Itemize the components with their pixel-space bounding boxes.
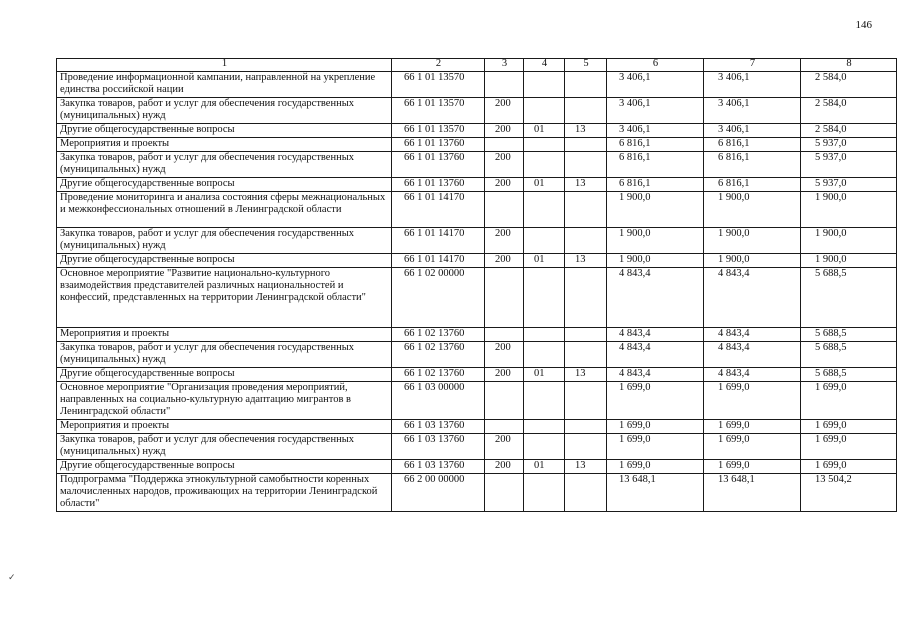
column-header: 5 xyxy=(565,59,607,72)
row-code-cell: 66 1 03 13760 xyxy=(392,420,485,434)
row-vr-cell xyxy=(485,192,524,228)
row-value-6-cell: 1 699,0 xyxy=(607,460,704,474)
row-value-8-cell: 5 688,5 xyxy=(801,268,897,328)
row-code-cell: 66 1 02 13760 xyxy=(392,368,485,382)
row-subsection-cell xyxy=(565,152,607,178)
row-name-cell: Основное мероприятие "Развитие национально-культурного взаимодействия представителей различных национальностей и конфессий, представленных на территории Ленинградской области" xyxy=(57,268,392,328)
row-value-7-cell: 4 843,4 xyxy=(704,368,801,382)
table-row xyxy=(57,178,897,192)
row-value-6-cell: 3 406,1 xyxy=(607,98,704,124)
row-value-7-cell: 3 406,1 xyxy=(704,98,801,124)
row-subsection-cell xyxy=(565,98,607,124)
row-section-cell xyxy=(524,138,565,152)
row-subsection-cell: 13 xyxy=(565,460,607,474)
column-header: 1 xyxy=(57,59,392,72)
row-subsection-cell xyxy=(565,138,607,152)
row-code-cell: 66 1 03 13760 xyxy=(392,460,485,474)
row-value-6-cell: 1 900,0 xyxy=(607,228,704,254)
row-code-cell: 66 2 00 00000 xyxy=(392,474,485,512)
row-code-cell: 66 1 01 13760 xyxy=(392,152,485,178)
row-vr-cell xyxy=(485,328,524,342)
row-name-cell: Проведение информационной кампании, направленной на укрепление единства российской нации xyxy=(57,72,392,98)
row-section-cell: 01 xyxy=(524,368,565,382)
row-vr-cell: 200 xyxy=(485,254,524,268)
row-vr-cell: 200 xyxy=(485,152,524,178)
row-value-8-cell: 1 699,0 xyxy=(801,420,897,434)
row-value-7-cell: 3 406,1 xyxy=(704,124,801,138)
row-section-cell xyxy=(524,152,565,178)
row-value-6-cell: 1 699,0 xyxy=(607,420,704,434)
table-row xyxy=(57,420,897,434)
row-subsection-cell: 13 xyxy=(565,178,607,192)
budget-table xyxy=(56,58,897,512)
row-code-cell: 66 1 01 13570 xyxy=(392,72,485,98)
row-value-6-cell: 4 843,4 xyxy=(607,342,704,368)
row-value-7-cell: 4 843,4 xyxy=(704,268,801,328)
row-value-6-cell: 6 816,1 xyxy=(607,152,704,178)
row-code-cell: 66 1 01 13570 xyxy=(392,124,485,138)
row-name-cell: Подпрограмма "Поддержка этнокультурной самобытности коренных малочисленных народов, проживающих на территории Ленинградской области" xyxy=(57,474,392,512)
row-vr-cell xyxy=(485,420,524,434)
table-row xyxy=(57,474,897,512)
row-value-7-cell: 6 816,1 xyxy=(704,152,801,178)
row-value-6-cell: 1 900,0 xyxy=(607,192,704,228)
row-name-cell: Закупка товаров, работ и услуг для обеспечения государственных (муниципальных) нужд xyxy=(57,228,392,254)
row-value-6-cell: 3 406,1 xyxy=(607,124,704,138)
row-name-cell: Закупка товаров, работ и услуг для обеспечения государственных (муниципальных) нужд xyxy=(57,434,392,460)
table-row xyxy=(57,192,897,228)
row-name-cell: Проведение мониторинга и анализа состояния сферы межнациональных и межконфессиональных отношений в Ленинградской области xyxy=(57,192,392,228)
row-value-7-cell: 4 843,4 xyxy=(704,342,801,368)
row-section-cell xyxy=(524,192,565,228)
row-section-cell xyxy=(524,420,565,434)
row-value-7-cell: 1 699,0 xyxy=(704,434,801,460)
row-vr-cell: 200 xyxy=(485,460,524,474)
row-value-7-cell: 1 699,0 xyxy=(704,420,801,434)
row-vr-cell: 200 xyxy=(485,228,524,254)
row-value-7-cell: 1 699,0 xyxy=(704,460,801,474)
table-row xyxy=(57,152,897,178)
row-value-8-cell: 1 699,0 xyxy=(801,434,897,460)
row-value-6-cell: 1 900,0 xyxy=(607,254,704,268)
row-subsection-cell xyxy=(565,382,607,420)
row-vr-cell: 200 xyxy=(485,178,524,192)
column-header: 2 xyxy=(392,59,485,72)
row-vr-cell xyxy=(485,382,524,420)
table-row xyxy=(57,368,897,382)
row-section-cell: 01 xyxy=(524,178,565,192)
row-subsection-cell xyxy=(565,228,607,254)
row-value-6-cell: 6 816,1 xyxy=(607,138,704,152)
row-code-cell: 66 1 01 13760 xyxy=(392,178,485,192)
row-name-cell: Закупка товаров, работ и услуг для обеспечения государственных (муниципальных) нужд xyxy=(57,98,392,124)
table-row xyxy=(57,228,897,254)
table-row xyxy=(57,138,897,152)
row-section-cell xyxy=(524,342,565,368)
row-value-6-cell: 3 406,1 xyxy=(607,72,704,98)
row-value-7-cell: 13 648,1 xyxy=(704,474,801,512)
row-code-cell: 66 1 03 13760 xyxy=(392,434,485,460)
row-value-8-cell: 5 937,0 xyxy=(801,178,897,192)
row-vr-cell: 200 xyxy=(485,342,524,368)
row-value-8-cell: 5 688,5 xyxy=(801,342,897,368)
row-value-6-cell: 13 648,1 xyxy=(607,474,704,512)
row-section-cell: 01 xyxy=(524,460,565,474)
row-value-7-cell: 1 900,0 xyxy=(704,228,801,254)
row-value-6-cell: 6 816,1 xyxy=(607,178,704,192)
row-subsection-cell xyxy=(565,420,607,434)
column-header: 8 xyxy=(801,59,897,72)
row-name-cell: Другие общегосударственные вопросы xyxy=(57,368,392,382)
row-vr-cell: 200 xyxy=(485,98,524,124)
column-header: 4 xyxy=(524,59,565,72)
row-section-cell: 01 xyxy=(524,124,565,138)
row-value-7-cell: 1 699,0 xyxy=(704,382,801,420)
row-vr-cell: 200 xyxy=(485,434,524,460)
row-name-cell: Другие общегосударственные вопросы xyxy=(57,460,392,474)
row-value-6-cell: 1 699,0 xyxy=(607,434,704,460)
row-vr-cell xyxy=(485,72,524,98)
table-row xyxy=(57,72,897,98)
row-code-cell: 66 1 01 14170 xyxy=(392,228,485,254)
column-header: 6 xyxy=(607,59,704,72)
table-row xyxy=(57,382,897,420)
row-subsection-cell xyxy=(565,72,607,98)
row-value-6-cell: 4 843,4 xyxy=(607,328,704,342)
row-code-cell: 66 1 02 13760 xyxy=(392,342,485,368)
row-value-8-cell: 2 584,0 xyxy=(801,98,897,124)
row-subsection-cell xyxy=(565,434,607,460)
row-section-cell xyxy=(524,72,565,98)
row-section-cell: 01 xyxy=(524,254,565,268)
row-value-8-cell: 1 699,0 xyxy=(801,460,897,474)
row-value-8-cell: 5 937,0 xyxy=(801,152,897,178)
row-subsection-cell xyxy=(565,474,607,512)
row-subsection-cell: 13 xyxy=(565,254,607,268)
row-vr-cell xyxy=(485,268,524,328)
row-value-8-cell: 2 584,0 xyxy=(801,124,897,138)
row-value-7-cell: 6 816,1 xyxy=(704,178,801,192)
table-row xyxy=(57,98,897,124)
table-row xyxy=(57,328,897,342)
row-name-cell: Мероприятия и проекты xyxy=(57,420,392,434)
row-name-cell: Мероприятия и проекты xyxy=(57,138,392,152)
column-header: 7 xyxy=(704,59,801,72)
row-value-6-cell: 1 699,0 xyxy=(607,382,704,420)
row-section-cell xyxy=(524,434,565,460)
header-row xyxy=(57,59,897,72)
row-name-cell: Закупка товаров, работ и услуг для обеспечения государственных (муниципальных) нужд xyxy=(57,152,392,178)
row-value-7-cell: 6 816,1 xyxy=(704,138,801,152)
row-value-7-cell: 4 843,4 xyxy=(704,328,801,342)
table-row xyxy=(57,434,897,460)
row-section-cell xyxy=(524,228,565,254)
row-value-8-cell: 5 688,5 xyxy=(801,368,897,382)
table-row xyxy=(57,124,897,138)
row-code-cell: 66 1 02 13760 xyxy=(392,328,485,342)
row-subsection-cell: 13 xyxy=(565,124,607,138)
row-code-cell: 66 1 03 00000 xyxy=(392,382,485,420)
table-row xyxy=(57,254,897,268)
row-subsection-cell: 13 xyxy=(565,368,607,382)
row-name-cell: Другие общегосударственные вопросы xyxy=(57,124,392,138)
row-vr-cell xyxy=(485,474,524,512)
row-code-cell: 66 1 02 00000 xyxy=(392,268,485,328)
row-name-cell: Другие общегосударственные вопросы xyxy=(57,254,392,268)
row-value-8-cell: 2 584,0 xyxy=(801,72,897,98)
row-value-8-cell: 1 900,0 xyxy=(801,228,897,254)
row-code-cell: 66 1 01 13760 xyxy=(392,138,485,152)
row-code-cell: 66 1 01 14170 xyxy=(392,192,485,228)
row-subsection-cell xyxy=(565,328,607,342)
row-value-8-cell: 13 504,2 xyxy=(801,474,897,512)
row-section-cell xyxy=(524,328,565,342)
row-section-cell xyxy=(524,268,565,328)
row-value-8-cell: 5 937,0 xyxy=(801,138,897,152)
column-header: 3 xyxy=(485,59,524,72)
row-code-cell: 66 1 01 14170 xyxy=(392,254,485,268)
row-vr-cell: 200 xyxy=(485,368,524,382)
table-row xyxy=(57,342,897,368)
row-subsection-cell xyxy=(565,192,607,228)
row-name-cell: Мероприятия и проекты xyxy=(57,328,392,342)
row-subsection-cell xyxy=(565,268,607,328)
row-vr-cell xyxy=(485,138,524,152)
row-name-cell: Другие общегосударственные вопросы xyxy=(57,178,392,192)
row-value-7-cell: 1 900,0 xyxy=(704,254,801,268)
row-value-7-cell: 3 406,1 xyxy=(704,72,801,98)
row-value-8-cell: 1 900,0 xyxy=(801,254,897,268)
scan-artifact: ✓ xyxy=(8,572,16,582)
row-value-8-cell: 1 900,0 xyxy=(801,192,897,228)
table-row xyxy=(57,460,897,474)
row-subsection-cell xyxy=(565,342,607,368)
page-number: 146 xyxy=(855,19,872,31)
row-section-cell xyxy=(524,474,565,512)
row-section-cell xyxy=(524,382,565,420)
row-section-cell xyxy=(524,98,565,124)
row-value-8-cell: 5 688,5 xyxy=(801,328,897,342)
row-name-cell: Основное мероприятие "Организация проведения мероприятий, направленных на социально-культурную адаптацию мигрантов в Ленинградской области" xyxy=(57,382,392,420)
row-vr-cell: 200 xyxy=(485,124,524,138)
row-value-6-cell: 4 843,4 xyxy=(607,368,704,382)
row-name-cell: Закупка товаров, работ и услуг для обеспечения государственных (муниципальных) нужд xyxy=(57,342,392,368)
row-value-8-cell: 1 699,0 xyxy=(801,382,897,420)
row-code-cell: 66 1 01 13570 xyxy=(392,98,485,124)
table-row xyxy=(57,268,897,328)
row-value-7-cell: 1 900,0 xyxy=(704,192,801,228)
row-value-6-cell: 4 843,4 xyxy=(607,268,704,328)
